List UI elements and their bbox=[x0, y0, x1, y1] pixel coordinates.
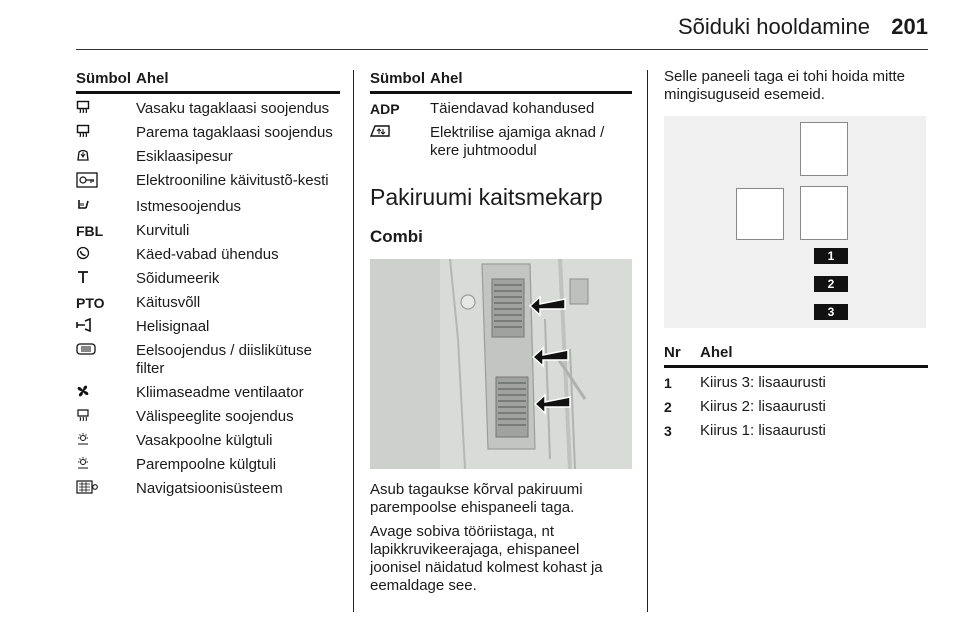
left-table-header bbox=[76, 70, 340, 94]
table-row bbox=[76, 432, 340, 450]
fuse-label-3: 3 bbox=[814, 304, 848, 320]
fuse-slot bbox=[800, 122, 848, 176]
right-column bbox=[664, 70, 928, 440]
row-label: Täiendavad kohandused bbox=[430, 100, 595, 117]
fuse-table bbox=[664, 344, 928, 440]
table-row bbox=[76, 222, 340, 240]
row-nr: 3 bbox=[664, 423, 672, 439]
windshield-washer-icon bbox=[76, 148, 90, 162]
table-row bbox=[76, 124, 340, 142]
row-symbol-text: FBL bbox=[76, 223, 104, 239]
electronic-key-icon bbox=[76, 172, 98, 188]
table-row bbox=[76, 456, 340, 474]
fuse-slot bbox=[800, 186, 848, 240]
table-row bbox=[76, 384, 340, 402]
table-row bbox=[76, 246, 340, 264]
col-symbol-header: Sümbol bbox=[370, 70, 425, 87]
section-subheading: Combi bbox=[370, 227, 423, 246]
col-symbol-header: Sümbol bbox=[76, 70, 131, 87]
table-row bbox=[664, 398, 928, 416]
row-label: Kiirus 3: lisaaurusti bbox=[700, 374, 826, 391]
table-row bbox=[76, 270, 340, 288]
rear-window-heating-right-icon bbox=[76, 124, 90, 138]
column-divider-left bbox=[353, 70, 354, 612]
middle-table-header bbox=[370, 70, 632, 94]
row-label: Kiirus 1: lisaaurusti bbox=[700, 422, 826, 439]
preheating-icon bbox=[76, 342, 96, 356]
row-label: Parema tagaklaasi soojendus bbox=[136, 124, 333, 141]
header-rule bbox=[76, 49, 928, 50]
row-nr: 1 bbox=[664, 375, 672, 391]
row-label: Sõidumeerik bbox=[136, 270, 220, 287]
row-symbol-text: ADP bbox=[370, 101, 400, 117]
ac-fan-icon bbox=[76, 384, 90, 398]
fuse-slot bbox=[736, 188, 784, 240]
power-window-icon bbox=[370, 124, 390, 138]
page-number: 201 bbox=[891, 14, 928, 39]
hands-free-icon bbox=[76, 246, 90, 260]
trunk-panel-illustration bbox=[370, 259, 632, 469]
column-divider-right bbox=[647, 70, 648, 612]
table-row bbox=[76, 100, 340, 118]
trunk-panel-photo bbox=[370, 259, 632, 469]
fuse-label-2: 2 bbox=[814, 276, 848, 292]
col-circuit-header: Ahel bbox=[430, 70, 463, 87]
table-row bbox=[664, 374, 928, 392]
row-label: Käitusvõll bbox=[136, 294, 201, 311]
table-row bbox=[76, 342, 340, 378]
table-row bbox=[76, 198, 340, 216]
horn-icon bbox=[76, 318, 92, 332]
col-circuit-header: Ahel bbox=[700, 344, 733, 361]
tachograph-icon bbox=[76, 270, 90, 284]
row-label: Eelsoojendus / diislikütuse filter bbox=[136, 342, 312, 377]
row-label: Navigatsioonisüsteem bbox=[136, 480, 283, 497]
left-column bbox=[76, 70, 340, 498]
table-row bbox=[76, 408, 340, 426]
table-row bbox=[76, 172, 340, 192]
row-label: Kliimaseadme ventilaator bbox=[136, 384, 304, 401]
row-label: Käed-vabad ühendus bbox=[136, 246, 279, 263]
section-heading: Pakiruumi kaitsmekarp bbox=[370, 184, 603, 210]
col-nr-header: Nr bbox=[664, 344, 681, 361]
mirror-heating-icon bbox=[76, 408, 90, 422]
row-label: Välispeeglite soojendus bbox=[136, 408, 294, 425]
table-row bbox=[370, 124, 632, 160]
page-header-title: Sõiduki hooldamine bbox=[677, 14, 870, 39]
table-row bbox=[76, 318, 340, 336]
paragraph: Avage sobiva tööriistaga, nt lapikkruvikeerajaga, ehispaneel joonisel näidatud kolmest kohast ja eemaldage see. bbox=[370, 523, 603, 594]
row-label: Kurvituli bbox=[136, 222, 190, 239]
rear-window-heating-left-icon bbox=[76, 100, 90, 114]
row-label: Kiirus 2: lisaaurusti bbox=[700, 398, 826, 415]
paragraph: Selle paneeli taga ei tohi hoida mitte mingisuguseid esemeid. bbox=[664, 68, 905, 103]
col-circuit-header: Ahel bbox=[136, 70, 169, 87]
row-nr: 2 bbox=[664, 399, 672, 415]
table-row bbox=[76, 294, 340, 312]
side-light-left-icon bbox=[76, 432, 90, 446]
row-label: Parempoolne külgtuli bbox=[136, 456, 277, 473]
paragraph: Asub tagaukse kõrval pakiruumi parempoolse ehispaneeli taga. bbox=[370, 481, 583, 516]
fuse-label-1: 1 bbox=[814, 248, 848, 264]
table-row bbox=[76, 480, 340, 498]
row-symbol-text: PTO bbox=[76, 295, 105, 311]
row-label: Helisignaal bbox=[136, 318, 210, 335]
navigation-icon bbox=[76, 480, 98, 494]
table-row bbox=[664, 422, 928, 440]
seat-heating-icon bbox=[76, 198, 90, 212]
row-label: Istmesoojendus bbox=[136, 198, 242, 215]
row-label: Vasaku tagaklaasi soojendus bbox=[136, 100, 330, 117]
row-label: Elektrooniline käivitustõ-kesti bbox=[136, 172, 329, 189]
table-row bbox=[76, 148, 340, 166]
side-light-right-icon bbox=[76, 456, 90, 470]
fuse-table-header bbox=[664, 344, 928, 368]
table-row bbox=[370, 100, 632, 118]
fuse-box-diagram bbox=[664, 116, 926, 328]
middle-column bbox=[370, 70, 632, 595]
row-label: Esiklaasipesur bbox=[136, 148, 233, 165]
row-label: Vasakpoolne külgtuli bbox=[136, 432, 273, 449]
row-label: Elektrilise ajamiga aknad / kere juhtmoodul bbox=[430, 124, 605, 159]
